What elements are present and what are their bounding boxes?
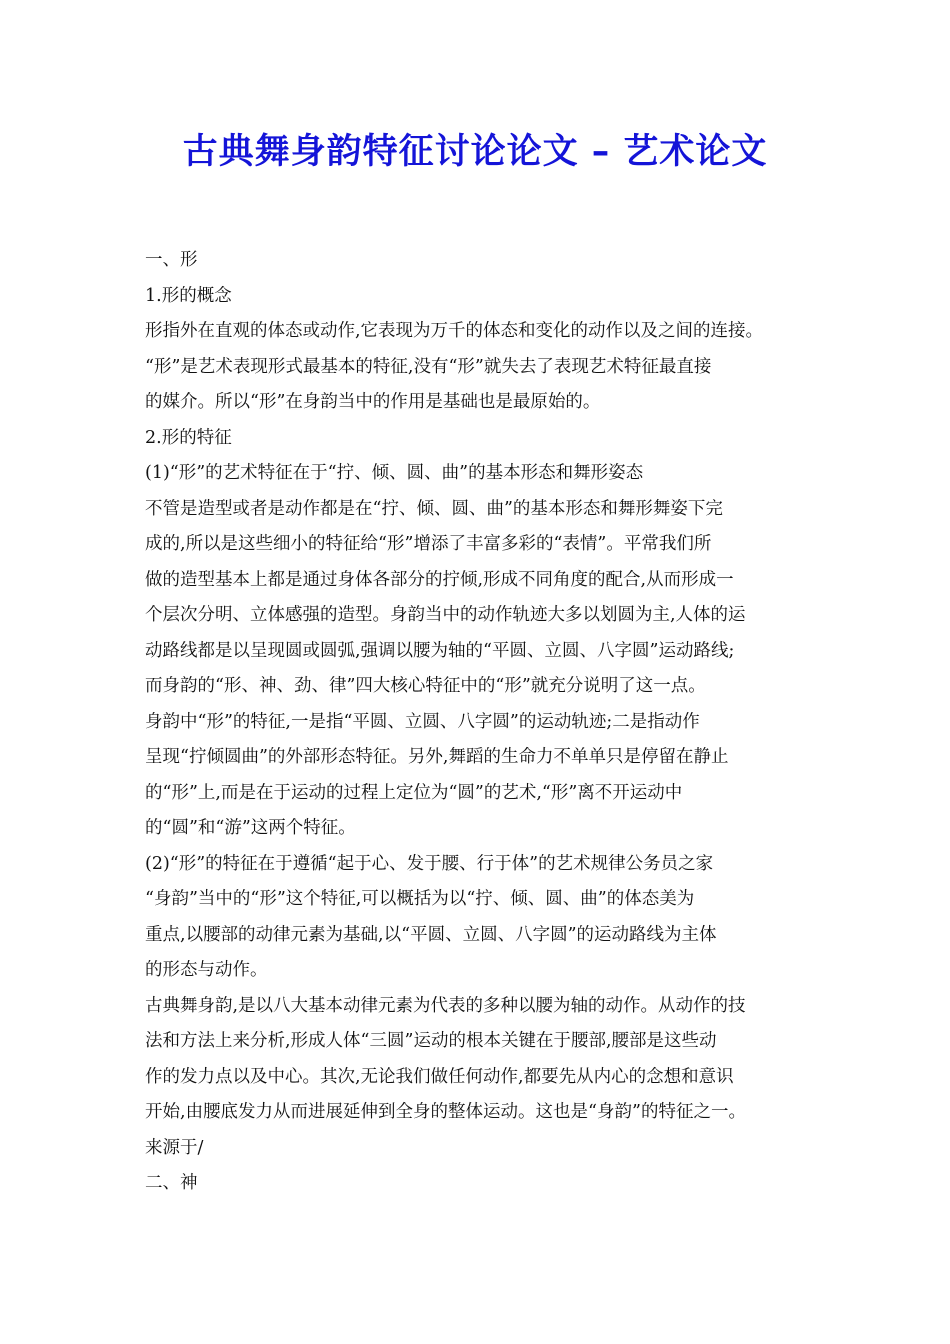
paragraph-line: “形”是艺术表现形式最基本的特征,没有“形”就失去了表现艺术特征最直接: [145, 356, 712, 377]
paragraph-line: 呈现“拧倾圆曲”的外部形态特征。另外,舞蹈的生命力不单单只是停留在静止: [145, 747, 729, 767]
source-note: 来源于/: [145, 1137, 204, 1158]
paragraph-line: 成的,所以是这些细小的特征给“形”增添了丰富多彩的“表情”。平常我们所: [145, 534, 712, 554]
article-body: [145, 243, 825, 1202]
paragraph-line: 形指外在直观的体态或动作,它表现为万千的体态和变化的动作以及之间的连接。: [145, 321, 764, 341]
paragraph-line: 个层次分明、立体感强的造型。身韵当中的动作轨迹大多以划圆为主,人体的运: [145, 605, 746, 625]
section-heading-form: 一、形: [145, 250, 198, 270]
paragraph-line: 重点,以腰部的动律元素为基础,以“平圆、立圆、八字圆”的运动路线为主体: [145, 924, 717, 945]
subheading-concept: 1.形的概念: [145, 285, 232, 306]
paragraph-line: 动路线都是以呈现圆或圆弧,强调以腰为轴的“平圆、立圆、八字圆”运动路线;: [145, 640, 735, 661]
paragraph-line: 身韵中“形”的特征,一是指“平圆、立圆、八字圆”的运动轨迹;二是指动作: [145, 711, 700, 732]
paragraph-line: 的媒介。所以“形”在身韵当中的作用是基础也是最原始的。: [145, 392, 601, 412]
paragraph-line: 做的造型基本上都是通过身体各部分的拧倾,形成不同角度的配合,从而形成一: [145, 569, 734, 590]
paragraph-line: 的“形”上,而是在于运动的过程上定位为“圆”的艺术,“形”离不开运动中: [145, 782, 683, 803]
section-heading-spirit: 二、神: [145, 1173, 198, 1193]
paragraph-line: 作的发力点以及中心。其次,无论我们做任何动作,都要先从内心的念想和意识: [145, 1066, 734, 1087]
paragraph-line: 开始,由腰底发力从而进展延伸到全身的整体运动。这也是“身韵”的特征之一。: [145, 1102, 746, 1122]
paragraph-line: 的“圆”和“游”这两个特征。: [145, 818, 356, 838]
paragraph-line: 不管是造型或者是动作都是在“拧、倾、圆、曲”的基本形态和舞形舞姿下完: [145, 498, 723, 519]
paragraph-line: 而身韵的“形、神、劲、律”四大核心特征中的“形”就充分说明了这一点。: [145, 676, 706, 696]
point-heading-1: (1)“形”的艺术特征在于“拧、倾、圆、曲”的基本形态和舞形姿态: [145, 463, 644, 483]
paragraph-line: “身韵”当中的“形”这个特征,可以概括为以“拧、倾、圆、曲”的体态美为: [145, 889, 695, 909]
paragraph-line: 古典舞身韵,是以八大基本动律元素为代表的多种以腰为轴的动作。从动作的技: [145, 995, 746, 1016]
paragraph-line: 的形态与动作。: [145, 960, 268, 980]
point-heading-2: (2)“形”的特征在于遵循“起于心、发于腰、行于体”的艺术规律公务员之家: [145, 853, 714, 874]
paragraph-line: 法和方法上来分析,形成人体“三圆”运动的根本关键在于腰部,腰部是这些动: [145, 1031, 717, 1051]
subheading-features: 2.形的特征: [145, 427, 232, 448]
page-title: 古典舞身韵特征讨论论文 – 艺术论文: [182, 132, 768, 172]
